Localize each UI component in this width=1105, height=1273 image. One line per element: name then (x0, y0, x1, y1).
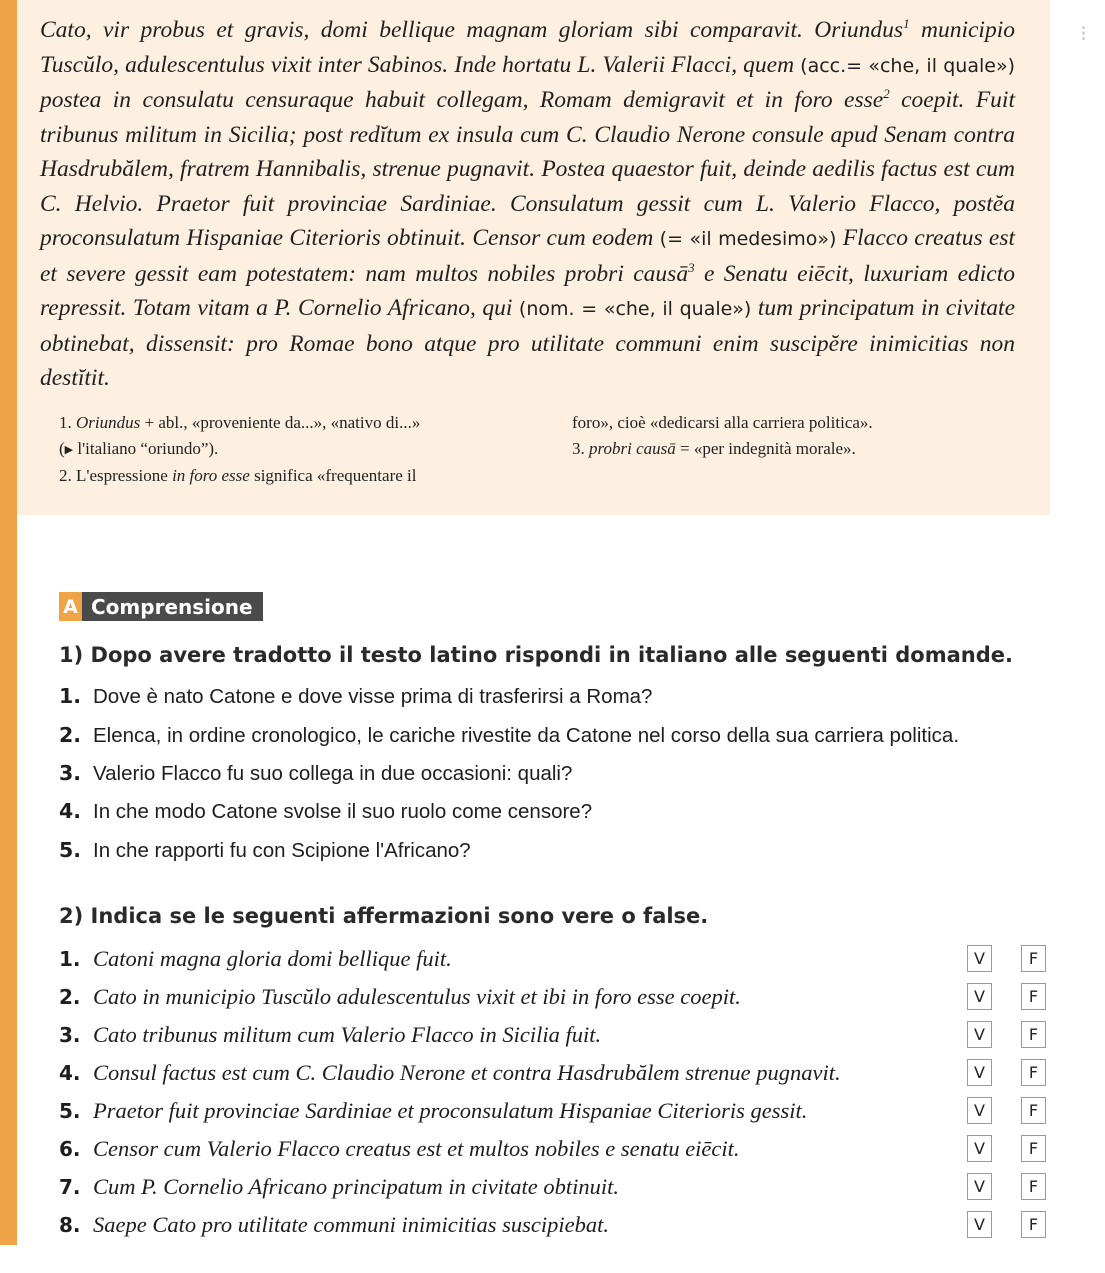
question-item (59, 799, 592, 824)
statement-text: Consul factus est cum C. Claudio Nerone et contra Hasdrubălem strenue pugnavit. (93, 1060, 841, 1085)
question-number: 3. (59, 761, 82, 785)
footnote-ref: 3 (688, 259, 695, 275)
false-checkbox[interactable]: F (1021, 945, 1046, 972)
footnote-2 (59, 463, 509, 489)
footnote-text: + abl., «proveniente da...», «nativo di...» (140, 413, 421, 432)
footnote-1 (59, 410, 509, 436)
question-number: 4. (59, 799, 82, 823)
false-checkbox[interactable]: F (1021, 1211, 1046, 1238)
margin-stripe (0, 0, 17, 1245)
footnote-term: Oriundus (76, 413, 141, 432)
question-text: In che modo Catone svolse il suo ruolo come censore? (93, 800, 593, 823)
question-item (59, 761, 572, 786)
footnote-text: = «per indegnità morale». (675, 439, 856, 458)
statement-text: Catoni magna gloria domi bellique fuit. (93, 946, 452, 971)
statement-number: 1. (59, 947, 81, 971)
latin-passage (40, 13, 1015, 396)
statement-number: 8. (59, 1213, 81, 1237)
footnote-text: significa «frequentare il (249, 466, 417, 485)
false-checkbox[interactable]: F (1021, 983, 1046, 1010)
footnote-ref: 1 (903, 16, 910, 32)
footnotes-right-column (572, 410, 1012, 462)
statement-text: Cato tribunus militum cum Valerio Flacco in Sicilia fuit. (93, 1022, 602, 1047)
tf-statement (59, 1174, 619, 1200)
question-item (59, 838, 471, 863)
statement-number: 2. (59, 985, 81, 1009)
true-checkbox[interactable]: V (967, 983, 992, 1010)
latin-segment: municipio Tuscŭlo, adulescentulus vixit inter Sabinos. Inde hortatu L. Valerii Flacci, quem (40, 17, 1015, 78)
latin-segment: Flacco creatus est et severe gessit eam potestatem: nam multos nobiles probri causā (40, 225, 1015, 287)
true-checkbox[interactable]: V (967, 1211, 992, 1238)
footnote-term: in foro esse (172, 466, 250, 485)
true-checkbox[interactable]: V (967, 1097, 992, 1124)
true-checkbox[interactable]: V (967, 1059, 992, 1086)
footnote-num: 1. (59, 413, 72, 432)
false-checkbox[interactable]: F (1021, 1135, 1046, 1162)
statement-number: 3. (59, 1023, 81, 1047)
false-checkbox[interactable]: F (1021, 1097, 1046, 1124)
question-text: Dove è nato Catone e dove visse prima di trasferirsi a Roma? (93, 685, 653, 708)
statement-number: 6. (59, 1137, 81, 1161)
latin-segment: e Senatu eiēcit, luxuriam edicto repressit. Totam vitam a P. Cornelio Africano, qui (40, 260, 1015, 321)
tf-statement (59, 946, 452, 972)
gloss-idem: (= «il medesimo») (659, 228, 837, 250)
task2-title: 2) Indica se le seguenti affermazioni sono vere o false. (59, 904, 709, 928)
question-text: Elenca, in ordine cronologico, le cariche rivestite da Catone nel corso della sua carriera politica. (93, 724, 960, 747)
question-number: 2. (59, 723, 82, 747)
footnote-2-line2: foro», cioè «dedicarsi alla carriera politica». (572, 413, 873, 432)
true-checkbox[interactable]: V (967, 945, 992, 972)
question-text: Valerio Flacco fu suo collega in due occasioni: quali? (93, 762, 573, 785)
footnotes-left-column (59, 410, 509, 489)
footnote-text: 2. L'espressione (59, 466, 173, 485)
true-checkbox[interactable]: V (967, 1021, 992, 1048)
latin-segment: tum principatum in civitate obtinebat, dissensit: pro Romae bono atque pro utilitate communi enim suscipĕre inimicitias non destĭtit. (40, 295, 1015, 391)
tf-statement (59, 1098, 807, 1124)
question-item (59, 684, 652, 709)
statement-text: Praetor fuit provinciae Sardiniae et proconsulatum Hispaniae Citerioris gessit. (93, 1098, 808, 1123)
section-letter: A (59, 592, 82, 621)
footnote-term: probri causā (589, 439, 676, 458)
footnote-ref: 2 (883, 86, 890, 102)
false-checkbox[interactable]: F (1021, 1021, 1046, 1048)
statement-text: Censor cum Valerio Flacco creatus est et multos nobiles e senatu eiēcit. (93, 1136, 740, 1161)
footnote-3 (572, 436, 1012, 462)
true-checkbox[interactable]: V (967, 1135, 992, 1162)
page-bottom (0, 1245, 1105, 1273)
section-title: Comprensione (82, 592, 263, 621)
tf-statement (59, 1022, 601, 1048)
statement-text: Cum P. Cornelio Africano principatum in civitate obtinuit. (93, 1174, 620, 1199)
section-header (59, 592, 263, 621)
statement-number: 4. (59, 1061, 81, 1085)
gloss-acc: (acc.= «che, il quale») (800, 54, 1015, 77)
tf-statement (59, 984, 741, 1010)
task1-title: 1) Dopo avere tradotto il testo latino rispondi in italiano alle seguenti domande. (59, 643, 1013, 667)
footnote-num: 3. (572, 439, 585, 458)
gloss-nom: (nom. = «che, il quale») (518, 298, 752, 320)
latin-segment: Cato, vir probus et gravis, domi bellique magnam gloriam sibi comparavit. Oriundus (40, 17, 904, 43)
footnote-1-line2: (▶ l'italiano “oriundo”). (59, 439, 219, 458)
false-checkbox[interactable]: F (1021, 1059, 1046, 1086)
true-checkbox[interactable]: V (967, 1173, 992, 1200)
question-number: 1. (59, 684, 82, 708)
latin-segment: coepit. Fuit tribunus militum in Sicilia; post redĭtum ex insula cum C. Claudio Nerone consule apud Senam contra Hasdrubălem, fratrem Hannibalis, strenue pugnavit. Postea quaestor fuit, deinde aedilis factus est cum C. Helvio. Praetor fuit provinciae Sardiniae. Consulatum gessit cum L. Valerio Flacco, postĕa proconsulatum Hispaniae Citerioris obtinuit. Censor cum eodem (40, 87, 1015, 251)
statement-number: 7. (59, 1175, 81, 1199)
latin-segment: postea in consulatu censuraque habuit collegam, Romam demigravit et in foro esse (40, 87, 884, 113)
tf-statement (59, 1136, 740, 1162)
tf-statement (59, 1060, 841, 1086)
statement-number: 5. (59, 1099, 81, 1123)
tf-statement (59, 1212, 609, 1238)
false-checkbox[interactable]: F (1021, 1173, 1046, 1200)
statement-text: Saepe Cato pro utilitate communi inimicitias suscipiebat. (93, 1212, 609, 1237)
question-item (59, 723, 959, 748)
footnote-text: l'italiano “oriundo”). (73, 439, 219, 458)
loading-spinner-icon: ⁝ (1080, 22, 1087, 47)
question-number: 5. (59, 838, 82, 862)
arrow-right-icon: ▶ (64, 443, 74, 456)
statement-text: Cato in municipio Tuscŭlo adulescentulus vixit et ibi in foro esse coepit. (93, 984, 741, 1009)
question-text: In che rapporti fu con Scipione l'Africano? (93, 839, 471, 862)
